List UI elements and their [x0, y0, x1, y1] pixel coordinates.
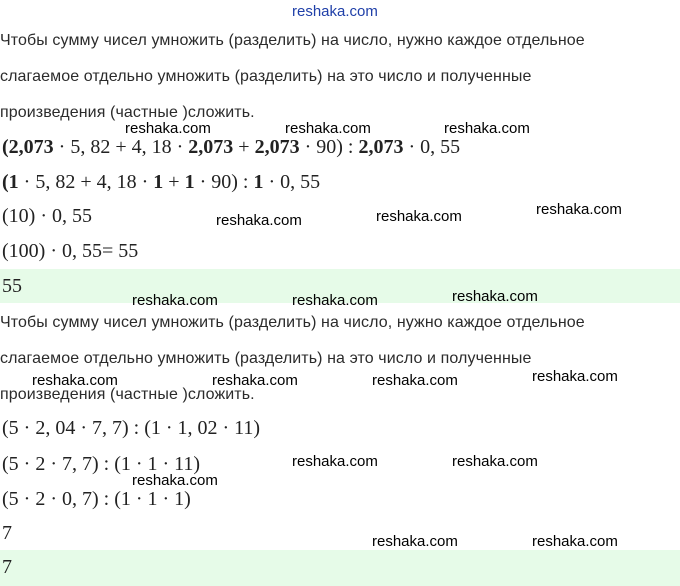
math-paren: ( — [2, 136, 9, 158]
math-bold-term: 1 — [153, 171, 164, 193]
math-part: · 5, 82 + 4, 18 · — [18, 171, 154, 193]
math-part: · 90) : — [299, 136, 359, 158]
math-line — [2, 136, 460, 159]
math-bold-term: 2,073 — [8, 136, 54, 158]
math-bold-term: 1 — [184, 171, 195, 193]
watermark-text: reshaka.com — [212, 372, 298, 389]
math-bold-term: 2,073 — [254, 136, 300, 158]
watermark-text: reshaka.com — [292, 453, 378, 470]
math-paren: ( — [2, 171, 9, 193]
rule-text-line: слагаемое отдельно умножить (разделить) на это число и полученные — [0, 350, 532, 367]
math-line — [2, 171, 320, 194]
rule-text-line: Чтобы сумму чисел умножить (разделить) на число, нужно каждое отдельное — [0, 32, 585, 49]
watermark-text: reshaka.com — [292, 292, 378, 309]
rule-text-line: произведения (частные )сложить. — [0, 104, 255, 121]
watermark-text: reshaka.com — [532, 368, 618, 385]
watermark-text: reshaka.com — [376, 208, 462, 225]
math-bold-term: 2,073 — [358, 136, 404, 158]
math-line: (5 · 2 · 0, 7) : (1 · 1 · 1) — [2, 488, 191, 510]
answer-value: 7 — [2, 556, 12, 578]
watermark-text: reshaka.com — [216, 212, 302, 229]
watermark-text: reshaka.com — [536, 201, 622, 218]
rule-text-line: произведения (частные )сложить. — [0, 386, 255, 403]
watermark-text: reshaka.com — [372, 372, 458, 389]
rule-text-line: слагаемое отдельно умножить (разделить) на это число и полученные — [0, 68, 532, 85]
math-part: · 90) : — [194, 171, 254, 193]
answer-panel — [0, 550, 680, 586]
math-part: + — [233, 136, 255, 158]
math-line: (10) · 0, 55 — [2, 205, 92, 227]
math-line: (5 · 2 · 7, 7) : (1 · 1 · 11) — [2, 453, 201, 475]
watermark-text: reshaka.com — [132, 472, 218, 489]
watermark-text: reshaka.com — [132, 292, 218, 309]
watermark-text: reshaka.com — [532, 533, 618, 550]
math-bold-term: 2,073 — [188, 136, 234, 158]
watermark-text: reshaka.com — [372, 533, 458, 550]
header-watermark: reshaka.com — [292, 3, 378, 20]
watermark-text: reshaka.com — [32, 372, 118, 389]
watermark-text: reshaka.com — [125, 120, 211, 137]
watermark-text: reshaka.com — [285, 120, 371, 137]
math-part: · 5, 82 + 4, 18 · — [53, 136, 189, 158]
math-line: (5 · 2, 04 · 7, 7) : (1 · 1, 02 · 11) — [2, 417, 261, 439]
answer-value: 55 — [2, 275, 22, 297]
watermark-text: reshaka.com — [452, 288, 538, 305]
math-bold-term: 1 — [8, 171, 19, 193]
math-part: · 0, 55 — [263, 171, 321, 193]
watermark-text: reshaka.com — [444, 120, 530, 137]
rule-text-line: Чтобы сумму чисел умножить (разделить) на число, нужно каждое отдельное — [0, 314, 585, 331]
math-bold-term: 1 — [253, 171, 264, 193]
math-line: (100) · 0, 55= 55 — [2, 240, 139, 262]
math-part: + — [163, 171, 185, 193]
math-part: · 0, 55 — [403, 136, 461, 158]
math-line: 7 — [2, 522, 12, 544]
watermark-text: reshaka.com — [452, 453, 538, 470]
